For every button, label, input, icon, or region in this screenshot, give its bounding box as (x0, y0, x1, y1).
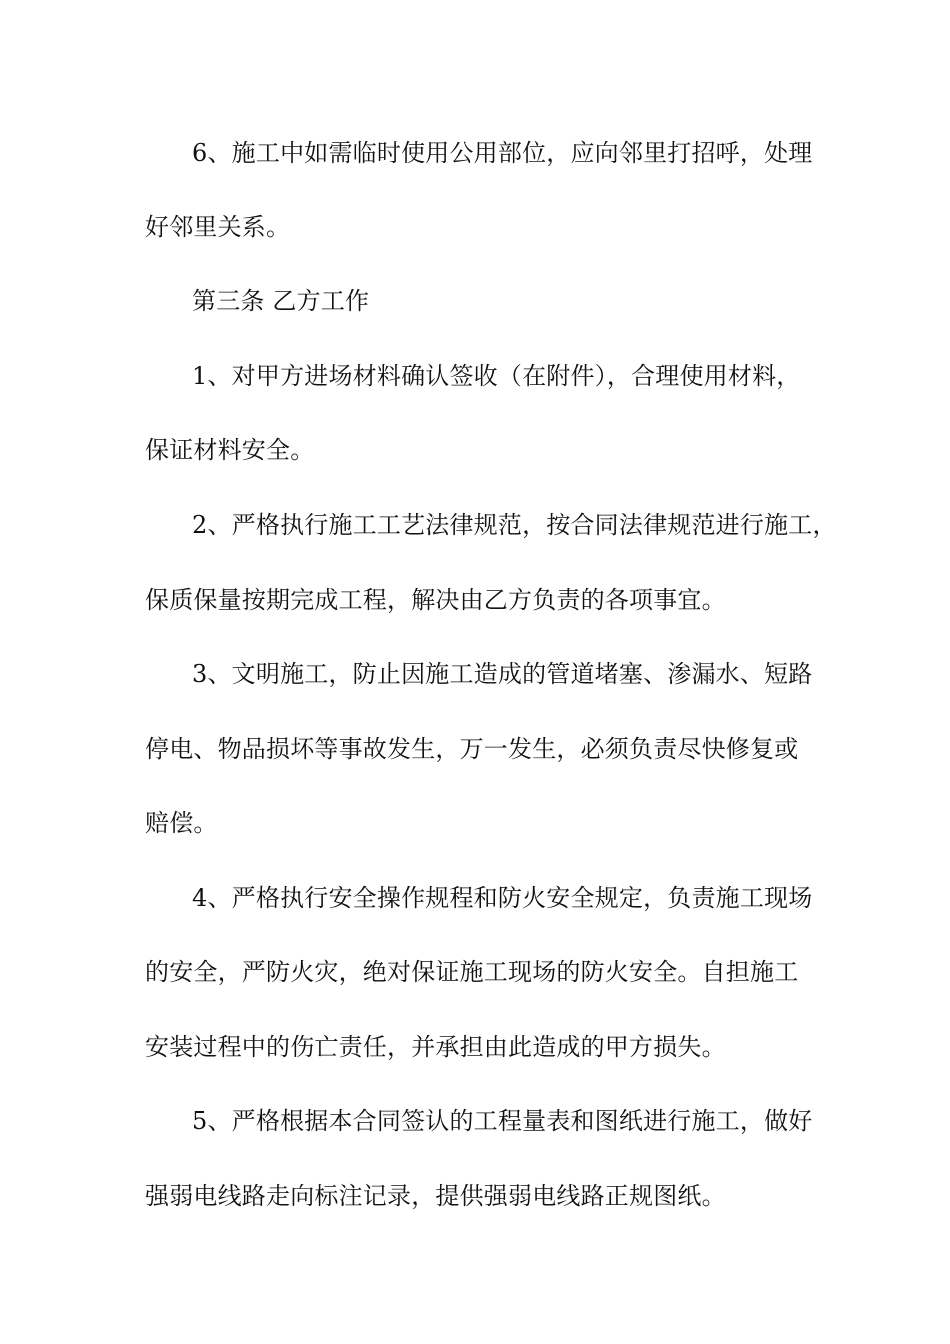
clause-4-line-3: 安装过程中的伤亡责任，并承担由此造成的甲方损失。 (145, 1033, 726, 1061)
clause-3-line-3: 赔偿。 (145, 809, 218, 837)
clause-2-line-1: 2、严格执行施工工艺法律规范，按合同法律规范进行施工， (192, 511, 837, 539)
clause-2-line-2: 保质保量按期完成工程，解决由乙方负责的各项事宜。 (145, 586, 726, 614)
clause-5-line-2: 强弱电线路走向标注记录，提供强弱电线路正规图纸。 (145, 1182, 726, 1210)
clause-6-line-2: 好邻里关系。 (145, 213, 291, 241)
clause-5-line-1: 5、严格根据本合同签认的工程量表和图纸进行施工，做好 (192, 1107, 813, 1135)
clause-4-line-2: 的安全，严防火灾，绝对保证施工现场的防火安全。自担施工 (145, 958, 799, 986)
clause-3-line-2: 停电、物品损坏等事故发生，万一发生，必须负责尽快修复或 (145, 735, 799, 763)
clause-3-line-1: 3、文明施工，防止因施工造成的管道堵塞、渗漏水、短路 (192, 660, 813, 688)
clause-1-line-2: 保证材料安全。 (145, 436, 315, 464)
clause-4-line-1: 4、严格执行安全操作规程和防火安全规定，负责施工现场 (192, 884, 813, 912)
clause-1-line-1: 1、对甲方进场材料确认签收（在附件），合理使用材料， (192, 362, 801, 390)
section-heading: 第三条 乙方工作 (192, 287, 370, 315)
clause-6-line-1: 6、施工中如需临时使用公用部位，应向邻里打招呼，处理 (192, 139, 813, 167)
